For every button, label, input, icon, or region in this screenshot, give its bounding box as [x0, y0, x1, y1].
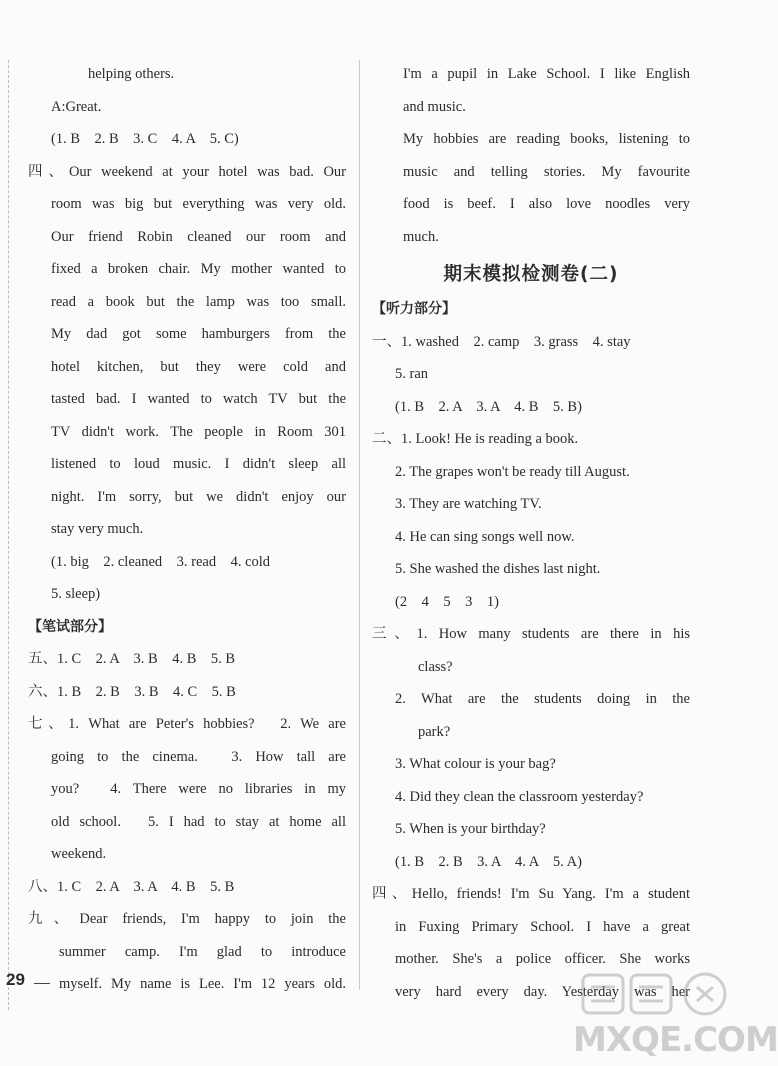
text-line: 5. She washed the dishes last night. — [395, 561, 601, 577]
text-line: (1. big 2. cleaned 3. read 4. cold — [51, 553, 271, 570]
text-line: 4. Did they clean the classroom yesterday? — [395, 788, 644, 805]
text-line: much. — [403, 228, 439, 245]
text-line: 七、1. What are Peter's hobbies? 2. We are — [28, 716, 346, 732]
right-column-continued-text — [372, 58, 690, 253]
section-title: 期末模拟检测卷(二) — [443, 264, 619, 285]
page-number-dash — [34, 983, 50, 984]
text-line: 【笔试部分】 — [28, 618, 112, 635]
text-line: 一、1. washed 2. camp 3. grass 4. stay — [372, 333, 631, 350]
text-line: 3. They are watching TV. — [395, 496, 542, 512]
text-line: old school. 5. I had to stay at home all — [51, 813, 346, 830]
text-line: going to the cinema. 3. How tall are — [51, 748, 346, 765]
text-line: 二、1. Look! He is reading a book. — [372, 431, 579, 447]
text-line: myself. My name is Lee. I'm 12 years old. — [59, 976, 346, 992]
page-number: 29 — [6, 970, 25, 989]
text-line: 2. The grapes won't be ready till August. — [395, 463, 630, 480]
watermark-text: MXQE.COM — [573, 1020, 778, 1060]
text-line: 5. sleep) — [51, 586, 101, 602]
text-line: in Fuxing Primary School. I have a great — [395, 918, 690, 935]
text-line: 2. What are the students doing in the — [395, 691, 690, 707]
text-line: mother. She's a police officer. She works — [395, 951, 690, 967]
text-line: 八、1. C 2. A 3. A 4. B 5. B — [28, 878, 235, 895]
text-line: 四、Hello, friends! I'm Su Yang. I'm a student — [372, 886, 690, 902]
text-line: 三、1. How many students are there in his — [372, 626, 690, 642]
text-line: (1. B 2. B 3. A 4. A 5. A) — [395, 853, 582, 870]
right-column — [372, 58, 690, 1008]
text-line: 4. He can sing songs well now. — [395, 528, 575, 545]
text-line: helping others. — [88, 66, 175, 82]
text-line: tasted bad. I wanted to watch TV but the — [51, 391, 346, 407]
text-line: read a book but the lamp was too small. — [51, 293, 346, 310]
text-line: hotel kitchen, but they were cold and — [51, 358, 346, 375]
text-line: stay very much. — [51, 521, 144, 537]
text-line: food is beef. I also love noodles very — [403, 196, 690, 212]
text-line: class? — [418, 658, 453, 675]
text-line: park? — [418, 723, 451, 740]
text-line: and music. — [403, 98, 466, 115]
text-line: 九、Dear friends, I'm happy to join the — [28, 911, 346, 927]
text-line: I'm a pupil in Lake School. I like English — [403, 66, 690, 82]
text-line: you? 4. There were no libraries in my — [51, 781, 346, 797]
text-line: (2 4 5 3 1) — [395, 593, 499, 610]
text-line: 5. ran — [395, 366, 429, 382]
text-line: TV didn't work. The people in Room 301 — [51, 423, 346, 440]
text-line: My hobbies are reading books, listening to — [403, 131, 690, 147]
text-line: summer camp. I'm glad to introduce — [59, 943, 346, 960]
text-line: 3. What colour is your bag? — [395, 756, 556, 772]
text-line: 5. When is your birthday? — [395, 821, 546, 837]
text-line: (1. B 2. B 3. C 4. A 5. C) — [51, 131, 239, 147]
text-line: 四、Our weekend at your hotel was bad. Our — [28, 163, 346, 180]
text-line: fixed a broken chair. My mother wanted to — [51, 261, 346, 277]
text-line: 五、1. C 2. A 3. B 4. B 5. B — [28, 651, 236, 667]
right-column-answers — [372, 293, 690, 1008]
text-line: weekend. — [51, 846, 107, 862]
text-line: Our friend Robin cleaned our room and — [51, 228, 346, 245]
binding-margin-rule — [8, 60, 9, 1010]
column-divider — [359, 60, 360, 990]
text-line: (1. B 2. A 3. A 4. B 5. B) — [395, 398, 582, 415]
text-line: very hard every day. Yesterday was her — [395, 983, 690, 1000]
text-line: 六、1. B 2. B 3. B 4. C 5. B — [28, 683, 236, 700]
text-line: listened to loud music. I didn't sleep all — [51, 456, 346, 472]
text-line: room was big but everything was very old. — [51, 196, 346, 212]
left-column — [28, 58, 346, 1001]
text-line: music and telling stories. My favourite — [403, 163, 690, 180]
text-line: night. I'm sorry, but we didn't enjoy our — [51, 488, 346, 505]
text-line: A:Great. — [51, 98, 102, 115]
text-line: My dad got some hamburgers from the — [51, 326, 346, 342]
text-line: 【听力部分】 — [372, 301, 456, 317]
